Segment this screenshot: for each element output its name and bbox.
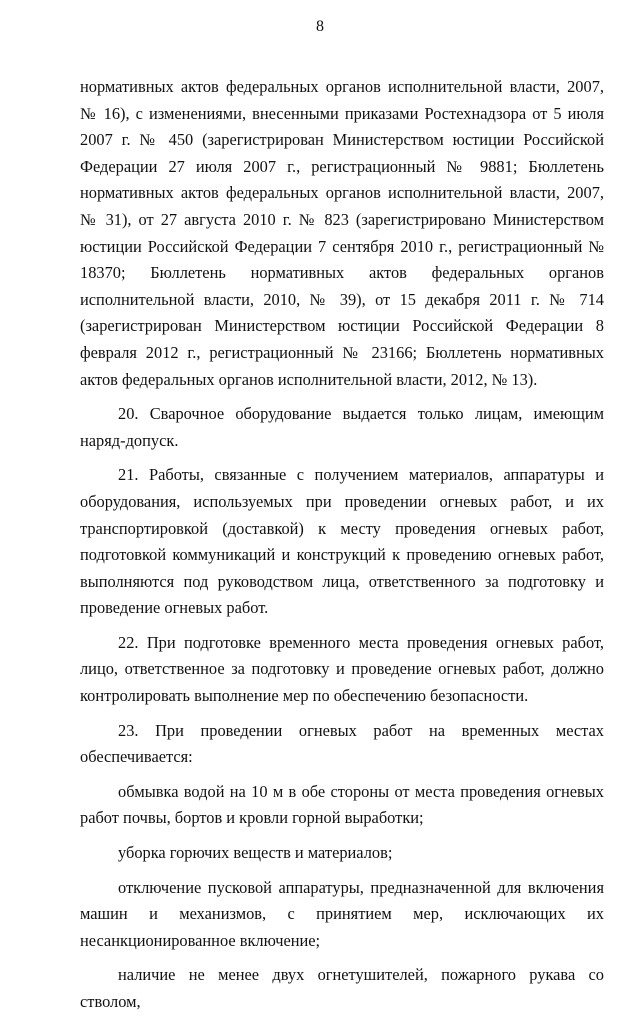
paragraph-item-23: 23. При проведении огневых работ на временных местах обеспечивается: xyxy=(80,720,604,767)
list-item-cleanup: уборка горючих веществ и материалов; xyxy=(118,843,393,863)
list-item-disconnect: отключение пусковой аппаратуры, предназначенной для включения машин и механизмов, с принятием мер, исключающих их несанкционированное включение; xyxy=(80,877,604,950)
document-body xyxy=(80,74,604,1016)
paragraph-item-21: 21. Работы, связанные с получением материалов, аппаратуры и оборудования, используемых при проведении огневых работ, и их транспортировкой (доставкой) к месту проведения огневых работ, подготовкой коммуникаций и конструкций к проведению огневых работ, выполняются под руководством лица, ответственного за подготовку и проведение огневых работ. xyxy=(80,465,604,618)
list-item-extinguishers: наличие не менее двух огнетушителей, пожарного рукава со стволом, xyxy=(80,965,604,1011)
list-item-washing: обмывка водой на 10 м в обе стороны от места проведения огневых работ почвы, бортов и кровли горной выработки; xyxy=(80,781,604,828)
paragraph-item-22: 22. При подготовке временного места проведения огневых работ, лицо, ответственное за подготовку и проведение огневых работ, должно контролировать выполнение мер по обеспечению безопасности. xyxy=(80,632,604,706)
paragraph-continuation: нормативных актов федеральных органов исполнительной власти, 2007, № 16), с изменениями, внесенными приказами Ростехнадзора от 5 июля 2007 г. № 450 (зарегистрирован Министерством юстиции Российской Федерации 27 июля 2007 г., регистрационный № 9881; Бюллетень нормативных актов федеральных органов исполнительной власти, 2007, № 31), от 27 августа 2010 г. № 823 (зарегистрировано Министерством юстиции Российской Федерации 7 сентября 2010 г., регистрационный № 18370; Бюллетень нормативных актов федеральных органов исполнительной власти, 2010, № 39), от 15 декабря 2011 г. № 714 (зарегистрирован Министерством юстиции Российской Федерации 8 февраля 2012 г., регистрационный № 23166; Бюллетень нормативных актов федеральных органов исполнительной власти, 2012, № 13). xyxy=(80,77,604,389)
page-number: 8 xyxy=(316,18,324,35)
paragraph-item-20: 20. Сварочное оборудование выдается только лицам, имеющим наряд-допуск. xyxy=(80,404,604,450)
